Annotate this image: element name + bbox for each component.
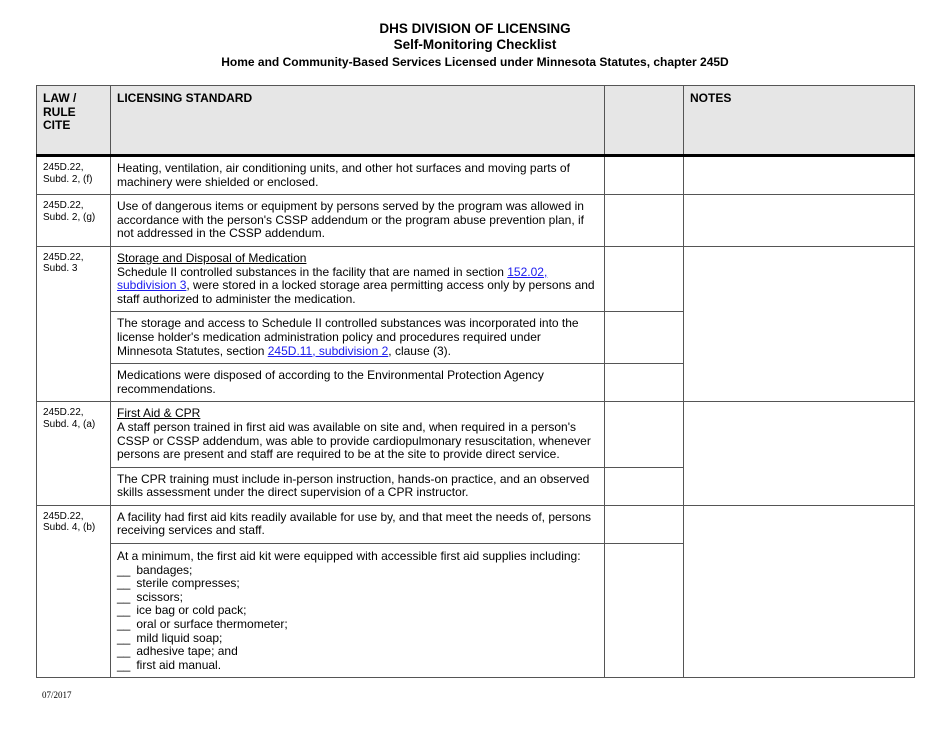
- notes-cell[interactable]: [684, 505, 915, 678]
- cite-cell: 245D.22, Subd. 3: [37, 246, 111, 401]
- standard-text: , were stored in a locked storage area permitting access only by persons and staff authorized to administer the medication.: [117, 278, 595, 306]
- standard-text: , clause (3).: [388, 343, 451, 358]
- standard-cell: The CPR training must include in-person instruction, hands-on practice, and an observed skills assessment under the direct supervision of a CPR instructor.: [111, 467, 605, 505]
- standard-text: The storage and access to Schedule II controlled substances was incorporated into the license holder's medication administration policy and procedures required under Minnesota Statutes, section: [117, 316, 579, 358]
- statute-link-152-02[interactable]: 152.02, subdivision 3: [117, 264, 548, 293]
- standard-text: A staff person trained in first aid was available on site and, when required in a person's CSSP or CSSP addendum, was able to provide cardiopulmonary resuscitation, whenever persons are present and staff are required to be at the site to provide direct service.: [117, 419, 591, 462]
- standard-cell: Medications were disposed of according to the Environmental Protection Agency recommendations.: [111, 364, 605, 402]
- check-cell[interactable]: [605, 544, 684, 678]
- supply-item: [117, 645, 598, 659]
- page-description: Home and Community-Based Services Licensed under Minnesota Statutes, chapter 245D: [221, 55, 729, 69]
- notes-cell[interactable]: [684, 195, 915, 247]
- cite-cell: 245D.22, Subd. 2, (g): [37, 195, 111, 247]
- table-row: [37, 505, 915, 543]
- standard-cell: [111, 402, 605, 467]
- check-blank[interactable]: __: [117, 617, 131, 632]
- standard-cell: [111, 312, 605, 364]
- col-header-check: [605, 86, 684, 156]
- table-row: [37, 402, 915, 467]
- table-row: [37, 156, 915, 195]
- page-title: DHS DIVISION OF LICENSING: [379, 21, 571, 36]
- standard-cell: Heating, ventilation, air conditioning units, and other hot surfaces and moving parts of machinery were shielded or enclosed.: [111, 156, 605, 195]
- supply-item: [117, 659, 598, 673]
- standard-text: Schedule II controlled substances in the facility that are named in section: [117, 264, 508, 279]
- supply-label: first aid manual.: [136, 657, 222, 672]
- check-cell[interactable]: [605, 467, 684, 505]
- cite-cell: 245D.22, Subd. 2, (f): [37, 156, 111, 195]
- check-cell[interactable]: [605, 156, 684, 195]
- check-cell[interactable]: [605, 312, 684, 364]
- supply-label: scissors;: [136, 589, 184, 604]
- supply-item: [117, 564, 598, 578]
- notes-cell[interactable]: [684, 246, 915, 401]
- supply-label: bandages;: [136, 562, 193, 577]
- check-blank[interactable]: __: [117, 589, 131, 604]
- col-header-cite: LAW / RULE CITE: [37, 86, 111, 156]
- check-blank[interactable]: __: [117, 562, 131, 577]
- standard-cell: Use of dangerous items or equipment by persons served by the program was allowed in accordance with the person's CSSP addendum or the program abuse prevention plan, if not addressed in the CSSP addendum.: [111, 195, 605, 247]
- check-blank[interactable]: __: [117, 657, 131, 672]
- check-blank[interactable]: __: [117, 644, 131, 659]
- check-cell[interactable]: [605, 195, 684, 247]
- section-heading: Storage and Disposal of Medication: [117, 250, 307, 265]
- supply-item: [117, 577, 598, 591]
- checklist-table: [36, 85, 915, 678]
- check-cell[interactable]: [605, 364, 684, 402]
- supply-label: mild liquid soap;: [136, 630, 223, 645]
- supply-item: [117, 618, 598, 632]
- table-header-row: [37, 86, 915, 156]
- standard-cell: [111, 246, 605, 311]
- check-blank[interactable]: __: [117, 603, 131, 618]
- standard-cell: A facility had first aid kits readily available for use by, and that meet the needs of, persons receiving services and staff.: [111, 505, 605, 543]
- supply-item: [117, 604, 598, 618]
- check-cell[interactable]: [605, 402, 684, 467]
- check-cell[interactable]: [605, 505, 684, 543]
- supply-item: [117, 591, 598, 605]
- table-row: [37, 246, 915, 311]
- page-subtitle: Self-Monitoring Checklist: [393, 37, 557, 52]
- section-heading: First Aid & CPR: [117, 406, 201, 421]
- col-header-standard: LICENSING STANDARD: [111, 86, 605, 156]
- supply-label: oral or surface thermometer;: [136, 617, 288, 632]
- cite-cell: 245D.22, Subd. 4, (a): [37, 402, 111, 506]
- supply-label: sterile compresses;: [136, 576, 240, 591]
- statute-link-245d-11[interactable]: 245D.11, subdivision 2: [267, 343, 389, 358]
- col-header-notes: NOTES: [684, 86, 915, 156]
- supply-item: [117, 632, 598, 646]
- notes-cell[interactable]: [684, 156, 915, 195]
- check-blank[interactable]: __: [117, 630, 131, 645]
- table-row: [37, 195, 915, 247]
- cite-cell: 245D.22, Subd. 4, (b): [37, 505, 111, 678]
- notes-cell[interactable]: [684, 402, 915, 506]
- standard-cell: [111, 544, 605, 678]
- revision-date: 07/2017: [42, 690, 72, 700]
- supply-label: ice bag or cold pack;: [136, 603, 247, 618]
- check-cell[interactable]: [605, 246, 684, 311]
- supply-label: adhesive tape; and: [136, 644, 238, 659]
- check-blank[interactable]: __: [117, 576, 131, 591]
- standard-text: At a minimum, the first aid kit were equipped with accessible first aid supplies including:: [117, 549, 581, 564]
